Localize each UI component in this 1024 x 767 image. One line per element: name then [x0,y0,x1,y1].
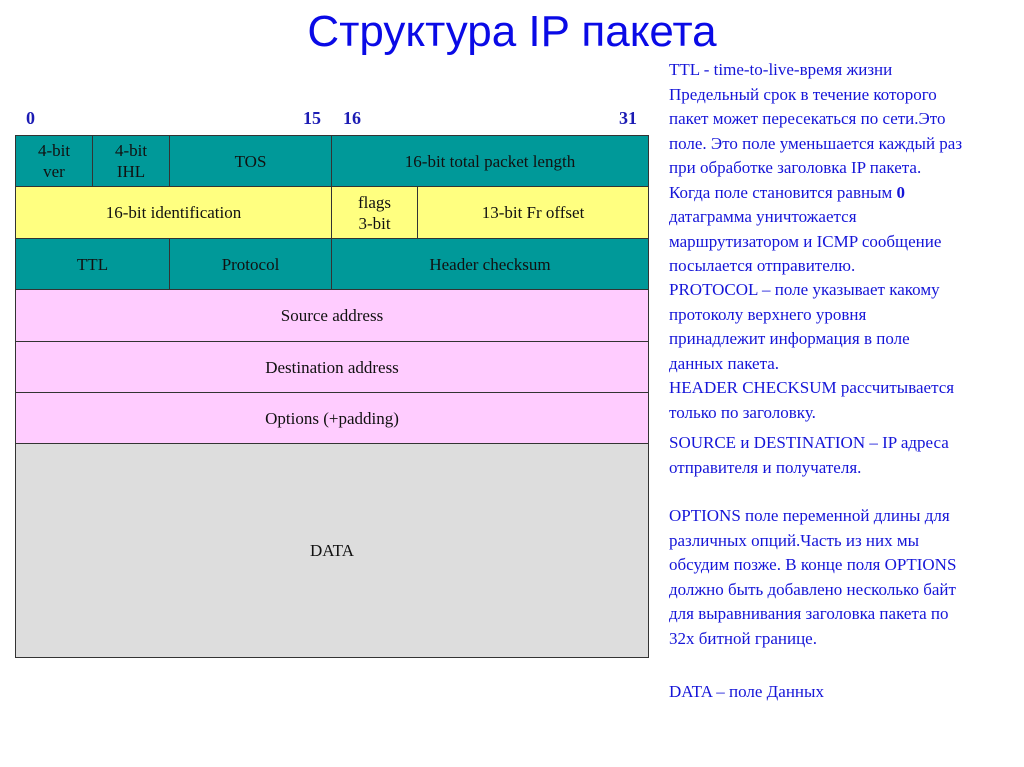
field-source-address: Source address [15,289,649,342]
bit-label-0: 0 [26,108,35,128]
note-options-line: должно быть добавлено несколько байт [669,579,956,599]
field-fragment-offset: 13-bit Fr offset [417,186,649,239]
bit-label-16: 16 [343,108,361,128]
field-ihl-line1: 4-bit [114,141,148,160]
note-data: DATA – поле Данных [669,682,824,701]
note-ttl-line: TTL - time-to-live-время жизни [669,60,893,79]
note-options-line: для выравнивания заголовка пакета по [669,604,949,623]
field-ihl [92,135,170,187]
note-checksum [669,376,954,425]
note-ttl-line: Предельный срок в течение которого [669,84,937,104]
note-options-line: различных опций.Часть из них мы [669,530,920,550]
field-identification: 16-bit identification [15,186,332,239]
field-data: DATA [15,443,649,658]
bit-label-31: 31 [619,108,637,128]
note-ttl-line: пакет может пересекаться по сети.Это [669,109,946,128]
note-options-line: OPTIONS поле переменной длины для [669,506,950,525]
note-ttl-text: Когда поле становится равным [669,182,897,202]
field-ttl: TTL [15,238,170,290]
note-protocol-line: данных пакета. [669,353,780,373]
note-checksum-line: HEADER CHECKSUM рассчитывается [669,378,955,397]
field-version-line2: ver [43,162,65,181]
note-protocol-line: PROTOCOL – поле указывает какому [669,280,940,299]
field-header-checksum: Header checksum [331,238,649,290]
note-ttl-line: посылается отправителю. [669,256,856,275]
field-flags-line2: 3-bit [358,213,391,233]
note-ttl-line: маршрутизатором и ICMP сообщение [669,231,942,251]
note-options [669,504,956,651]
note-options-line: 32х битной границе. [669,628,817,648]
note-protocol [669,278,940,376]
field-ihl-line2: IHL [116,162,146,181]
note-checksum-line: только по заголовку. [669,402,816,422]
note-options-line: обсудим позже. В конце поля OPTIONS [669,555,957,574]
field-destination-address: Destination address [15,341,649,393]
field-version [15,135,93,187]
field-tos: TOS [169,135,332,187]
note-ttl-line: при обработке заголовка IP пакета. [669,158,922,177]
note-protocol-line: принадлежит информация в поле [669,329,910,348]
note-addresses-line: SOURCE и DESTINATION – IP адреса [669,433,949,452]
bit-label-15: 15 [303,108,321,128]
field-flags [331,186,418,239]
field-version-line1: 4-bit [37,141,71,160]
field-flags-line1: flags [357,192,392,212]
note-protocol-line: протоколу верхнего уровня [669,304,867,324]
note-ttl-zero: 0 [896,182,906,202]
note-ttl [669,58,962,279]
page-title: Структура IP пакета [307,7,717,56]
note-ttl-line: датаграмма уничтожается [669,207,857,226]
field-options: Options (+padding) [15,392,649,444]
field-total-length: 16-bit total packet length [331,135,649,187]
note-addresses-line: отправителя и получателя. [669,457,862,477]
note-ttl-line: поле. Это поле уменьшается каждый раз [669,133,963,153]
note-ttl-line [669,181,962,206]
field-protocol: Protocol [169,238,332,290]
note-addresses [669,431,949,480]
